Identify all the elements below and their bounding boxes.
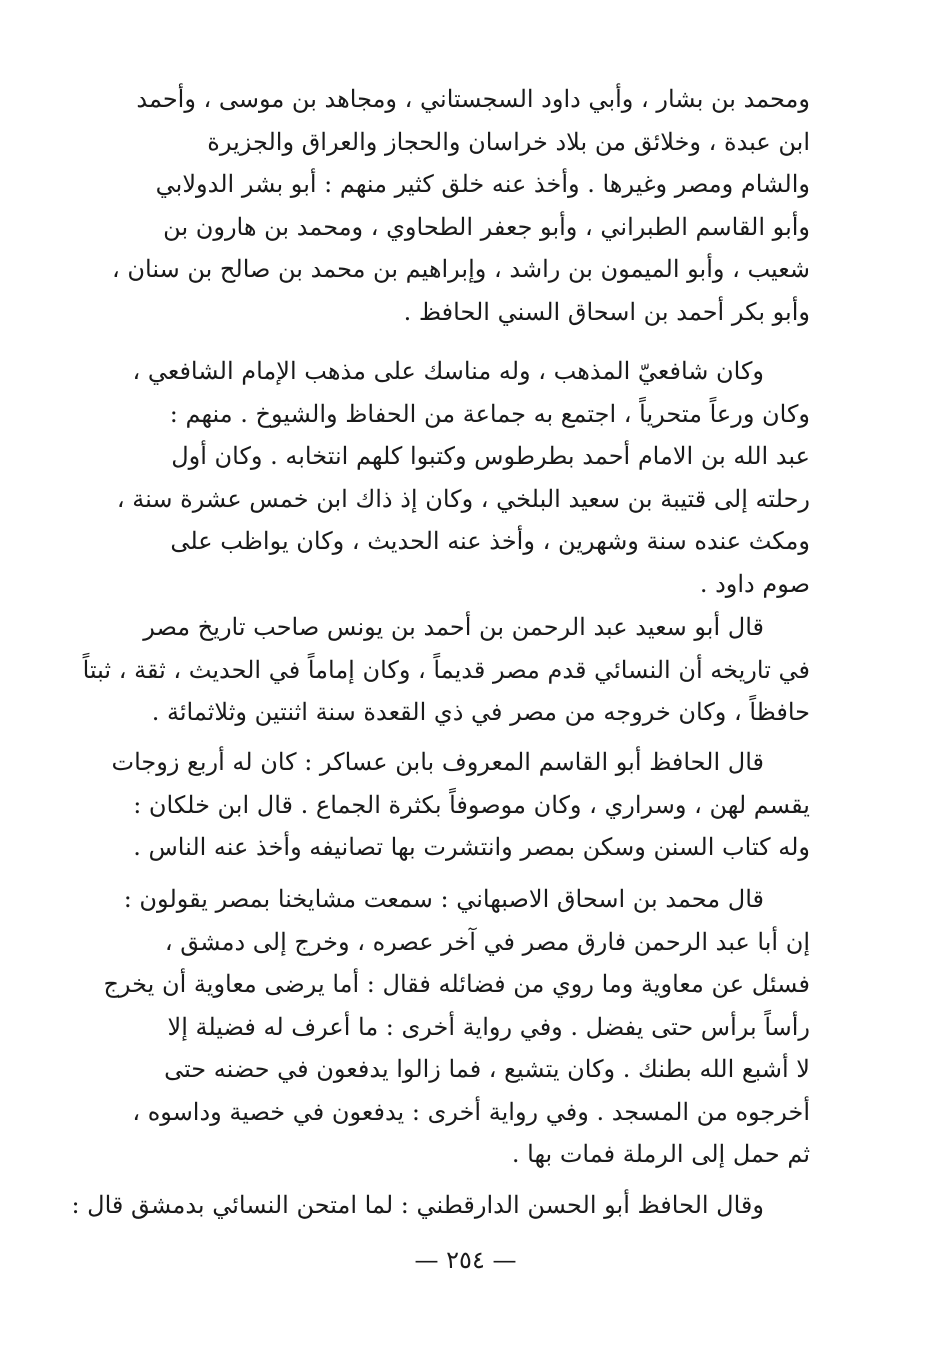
text-line: لا أشبع الله بطنك . وكان يتشيع ، فما زالوا يدفعون في حضنه حتى: [164, 1055, 810, 1083]
text-line: صوم داود .: [699, 569, 810, 598]
text-line: إن أبا عبد الرحمن فارق مصر في آخر عصره ، وخرج إلى دمشق ،: [164, 927, 810, 956]
text-line: قال الحافظ أبو القاسم المعروف بابن عساكر : كان له أربع زوجات: [111, 748, 764, 776]
paragraph-5: [103, 878, 810, 1176]
text-line: ابن عبدة ، وخلائق من بلاد خراسان والحجاز والعراق والجزيرة: [207, 127, 810, 156]
text-line: ومكث عنده سنة وشهرين ، وأخذ عنه الحديث ، وكان يواظب على: [170, 527, 810, 555]
paragraph-1: [112, 78, 810, 333]
text-line: وله كتاب السنن وسكن بمصر وانتشرت بها تصانيفه وأخذ عنه الناس .: [133, 833, 810, 861]
text-line: قال أبو سعيد عبد الرحمن بن أحمد بن يونس صاحب تاريخ مصر: [143, 613, 764, 641]
text-line: حافظاً ، وكان خروجه من مصر في ذي القعدة سنة اثنتين وثلاثمائة .: [151, 698, 810, 726]
text-line: وكان ورعاً متحرياً ، اجتمع به جماعة من الحفاظ والشيوخ . منهم :: [169, 399, 810, 428]
page-number: — ٢٥٤ —: [414, 1246, 517, 1274]
paragraph-6: [71, 1184, 810, 1227]
text-line: شعيب ، وأبو الميمون بن راشد ، وإبراهيم بن محمد بن صالح بن سنان ،: [112, 255, 810, 283]
text-line: أخرجوه من المسجد . وفي رواية أخرى : يدفعون في خصية وداسوه ،: [132, 1097, 810, 1126]
text-line: رأساً برأس حتى يفضل . وفي رواية أخرى : ما أعرف له فضيلة إلا: [167, 1012, 810, 1041]
text-line: ثم حمل إلى الرملة فمات بها .: [511, 1140, 810, 1168]
paragraph-3: [82, 606, 810, 734]
text-line: وأبو القاسم الطبراني ، وأبو جعفر الطحاوي ، ومحمد بن هارون بن: [163, 212, 810, 241]
text-line: في تاريخه أن النسائي قدم مصر قديماً ، وكان إماماً في الحديث ، ثقة ، ثبتاً: [82, 655, 810, 684]
paragraph-4: [111, 741, 810, 869]
text-line: والشام ومصر وغيرها . وأخذ عنه خلق كثير منهم : أبو بشر الدولابي: [155, 170, 810, 198]
page-body: [71, 78, 810, 1318]
text-line: قال محمد بن اسحاق الاصبهاني : سمعت مشايخنا بمصر يقولون :: [123, 885, 764, 913]
text-line: رحلته إلى قتيبة بن سعيد البلخي ، وكان إذ ذاك ابن خمس عشرة سنة ،: [116, 484, 810, 513]
text-line: عبد الله بن الامام أحمد بطرطوس وكتبوا كلهم انتخابه . وكان أول: [171, 442, 810, 470]
text-line: وكان شافعيّ المذهب ، وله مناسك على مذهب الإمام الشافعي ،: [132, 357, 764, 385]
text-line: ومحمد بن بشار ، وأبي داود السجستاني ، ومجاهد بن موسى ، وأحمد: [136, 85, 810, 113]
text-line: وأبو بكر أحمد بن اسحاق السني الحافظ .: [403, 297, 810, 326]
text-line: وقال الحافظ أبو الحسن الدارقطني : لما امتحن النسائي بدمشق قال :: [71, 1191, 764, 1219]
text-line: يقسم لهن ، وسراري ، وكان موصوفاً بكثرة الجماع . قال ابن خلكان :: [133, 790, 810, 819]
paragraph-2: [116, 350, 810, 605]
text-line: فسئل عن معاوية وما روي من فضائله فقال : أما يرضى معاوية أن يخرج: [103, 970, 810, 998]
